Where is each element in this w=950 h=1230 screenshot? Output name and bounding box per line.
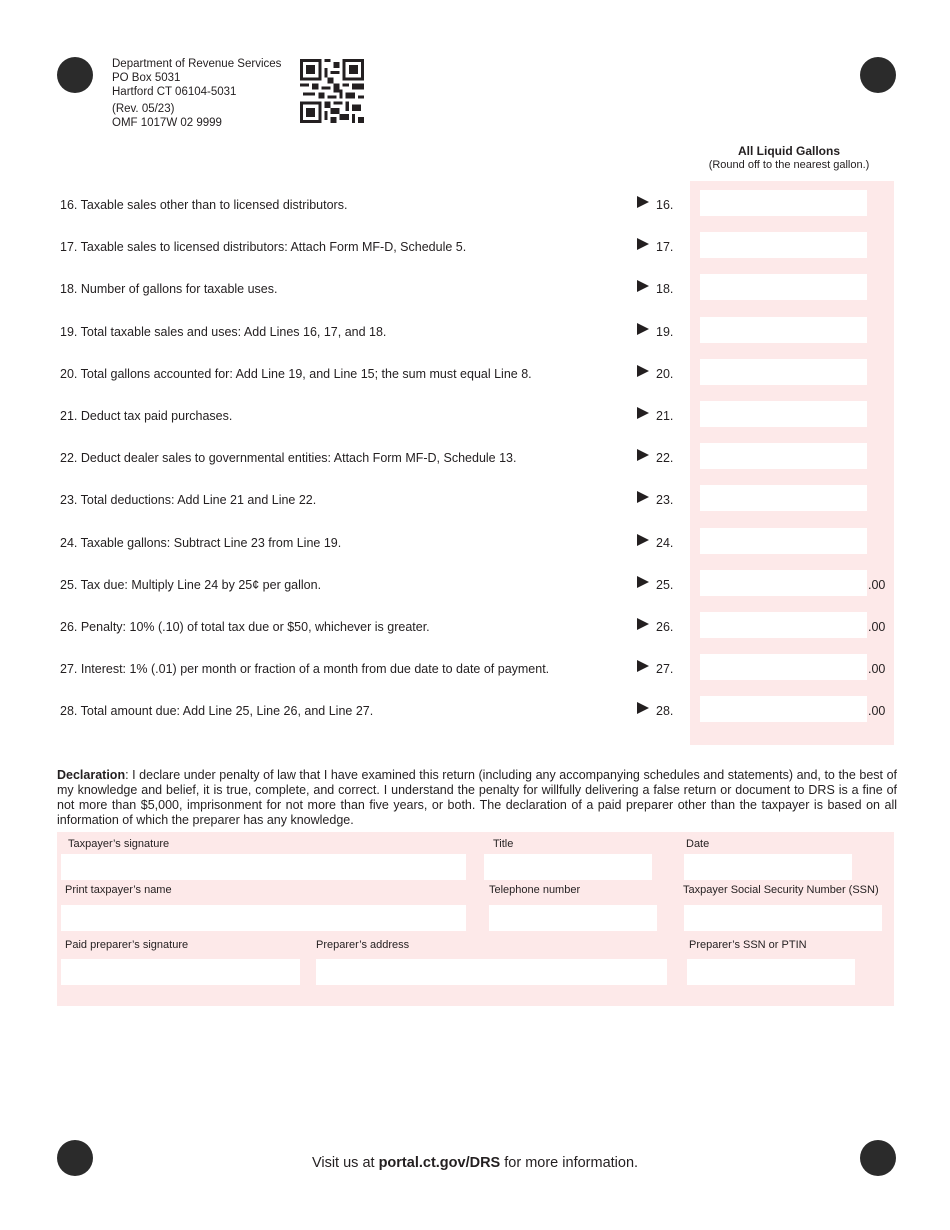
- po-box: PO Box 5031: [112, 72, 181, 84]
- ssn-label: Taxpayer Social Security Number (SSN): [683, 884, 879, 896]
- declaration: [57, 768, 897, 828]
- form-line: [0, 485, 950, 515]
- telephone-field[interactable]: [489, 905, 657, 931]
- line-description: 18. Number of gallons for taxable uses.: [60, 282, 278, 296]
- line-number: 24.: [656, 536, 674, 550]
- line-amount-field[interactable]: [700, 528, 867, 554]
- line-amount-field[interactable]: [700, 274, 867, 300]
- arrow-icon: [637, 323, 649, 335]
- line-description: 24. Taxable gallons: Subtract Line 23 from Line 19.: [60, 536, 342, 550]
- title-field[interactable]: [484, 854, 652, 880]
- footer-prefix: Visit us at: [311, 1155, 379, 1171]
- form-line: [0, 654, 950, 684]
- arrow-icon: [637, 576, 649, 588]
- declaration-text: : I declare under penalty of law that I have examined this return (including any accompanying schedules and statements) and, to the best of my knowledge and belief, it is true, complete, and correct. I understand the penalty for willfully delivering a false return or document to DRS is a fine of not more than $5,000, imprisonment for not more than five years, or both. The declaration of a paid preparer other than the taxpayer is based on all information of which the preparer has any knowledge.: [57, 768, 897, 827]
- ssn-field[interactable]: [684, 905, 882, 931]
- preparer-signature-label: Paid preparer’s signature: [65, 939, 189, 951]
- line-amount-field[interactable]: [700, 485, 867, 511]
- signature-section: [57, 832, 894, 1006]
- line-number: 19.: [656, 325, 674, 339]
- agency-address: [112, 57, 281, 130]
- preparer-signature-field[interactable]: [61, 959, 300, 985]
- registration-mark: [860, 57, 896, 93]
- line-amount-field[interactable]: [700, 443, 867, 469]
- line-number: 16.: [656, 198, 674, 212]
- line-number: 21.: [656, 409, 674, 423]
- taxpayer-signature-label: Taxpayer’s signature: [68, 838, 170, 850]
- footer-suffix: for more information.: [500, 1155, 639, 1171]
- arrow-icon: [637, 407, 649, 419]
- line-number: 23.: [656, 493, 674, 507]
- date-label: Date: [686, 838, 710, 850]
- line-amount-field[interactable]: [700, 359, 867, 385]
- line-cents: .00: [868, 704, 886, 718]
- taxpayer-signature-field[interactable]: [61, 854, 466, 880]
- line-number: 25.: [656, 578, 674, 592]
- line-cents: .00: [868, 620, 886, 634]
- line-amount-field[interactable]: [700, 401, 867, 427]
- arrow-icon: [637, 618, 649, 630]
- date-field[interactable]: [684, 854, 852, 880]
- form-line: [0, 359, 950, 389]
- line-amount-field[interactable]: [700, 612, 867, 638]
- arrow-icon: [637, 196, 649, 208]
- line-description: 23. Total deductions: Add Line 21 and Line 22.: [60, 493, 317, 507]
- line-amount-field[interactable]: [700, 232, 867, 258]
- line-description: 17. Taxable sales to licensed distributors: Attach Form MF-D, Schedule 5.: [60, 240, 467, 254]
- form-line: [0, 528, 950, 558]
- print-name-field[interactable]: [61, 905, 466, 931]
- footer-link[interactable]: portal.ct.gov/DRS: [378, 1155, 501, 1171]
- line-amount-field[interactable]: [700, 190, 867, 216]
- form-line: [0, 443, 950, 473]
- line-amount-field[interactable]: [700, 317, 867, 343]
- line-number: 17.: [656, 240, 674, 254]
- line-description: 19. Total taxable sales and uses: Add Lines 16, 17, and 18.: [60, 325, 387, 339]
- line-amount-field[interactable]: [700, 654, 867, 680]
- form-line: [0, 612, 950, 642]
- form-line: [0, 232, 950, 262]
- line-description: 22. Deduct dealer sales to governmental entities: Attach Form MF-D, Schedule 13.: [60, 451, 517, 465]
- arrow-icon: [637, 449, 649, 461]
- form-code: OMF 1017W 02 9999: [112, 117, 222, 129]
- line-description: 26. Penalty: 10% (.10) of total tax due or $50, whichever is greater.: [60, 620, 430, 634]
- form-line: [0, 317, 950, 347]
- declaration-heading: Declaration: [57, 768, 126, 782]
- form-line: [0, 696, 950, 726]
- column-header: [700, 144, 878, 171]
- line-description: 21. Deduct tax paid purchases.: [60, 409, 233, 423]
- form-line: [0, 190, 950, 220]
- qr-code-icon: [300, 59, 364, 123]
- form-line: [0, 570, 950, 600]
- line-description: 28. Total amount due: Add Line 25, Line 26, and Line 27.: [60, 704, 374, 718]
- preparer-ssn-label: Preparer’s SSN or PTIN: [689, 939, 807, 951]
- column-title: All Liquid Gallons: [738, 144, 840, 158]
- arrow-icon: [637, 238, 649, 250]
- arrow-icon: [637, 534, 649, 546]
- arrow-icon: [637, 365, 649, 377]
- line-number: 18.: [656, 282, 674, 296]
- arrow-icon: [637, 280, 649, 292]
- line-cents: .00: [868, 662, 886, 676]
- title-label: Title: [493, 838, 514, 850]
- preparer-ssn-field[interactable]: [687, 959, 855, 985]
- arrow-icon: [637, 491, 649, 503]
- line-description: 25. Tax due: Multiply Line 24 by 25¢ per gallon.: [60, 578, 322, 592]
- revision: (Rev. 05/23): [112, 103, 175, 115]
- telephone-label: Telephone number: [489, 884, 581, 896]
- city-line: Hartford CT 06104-5031: [112, 86, 237, 98]
- form-line: [0, 274, 950, 304]
- line-number: 26.: [656, 620, 674, 634]
- print-name-label: Print taxpayer’s name: [65, 884, 172, 896]
- line-number: 20.: [656, 367, 674, 381]
- line-amount-field[interactable]: [700, 696, 867, 722]
- line-description: 27. Interest: 1% (.01) per month or fraction of a month from due date to date of payment.: [60, 662, 550, 676]
- preparer-address-label: Preparer’s address: [316, 939, 410, 951]
- form-line: [0, 401, 950, 431]
- registration-mark: [57, 57, 93, 93]
- column-subtitle: (Round off to the nearest gallon.): [708, 159, 870, 171]
- department-name: Department of Revenue Services: [112, 58, 282, 70]
- line-number: 27.: [656, 662, 674, 676]
- line-description: 16. Taxable sales other than to licensed distributors.: [60, 198, 348, 212]
- line-description: 20. Total gallons accounted for: Add Line 19, and Line 15; the sum must equal Line 8.: [60, 367, 532, 381]
- arrow-icon: [637, 660, 649, 672]
- preparer-address-field[interactable]: [316, 959, 667, 985]
- line-amount-field[interactable]: [700, 570, 867, 596]
- line-number: 22.: [656, 451, 674, 465]
- footer: [0, 1155, 950, 1171]
- line-cents: .00: [868, 578, 886, 592]
- arrow-icon: [637, 702, 649, 714]
- line-number: 28.: [656, 704, 674, 718]
